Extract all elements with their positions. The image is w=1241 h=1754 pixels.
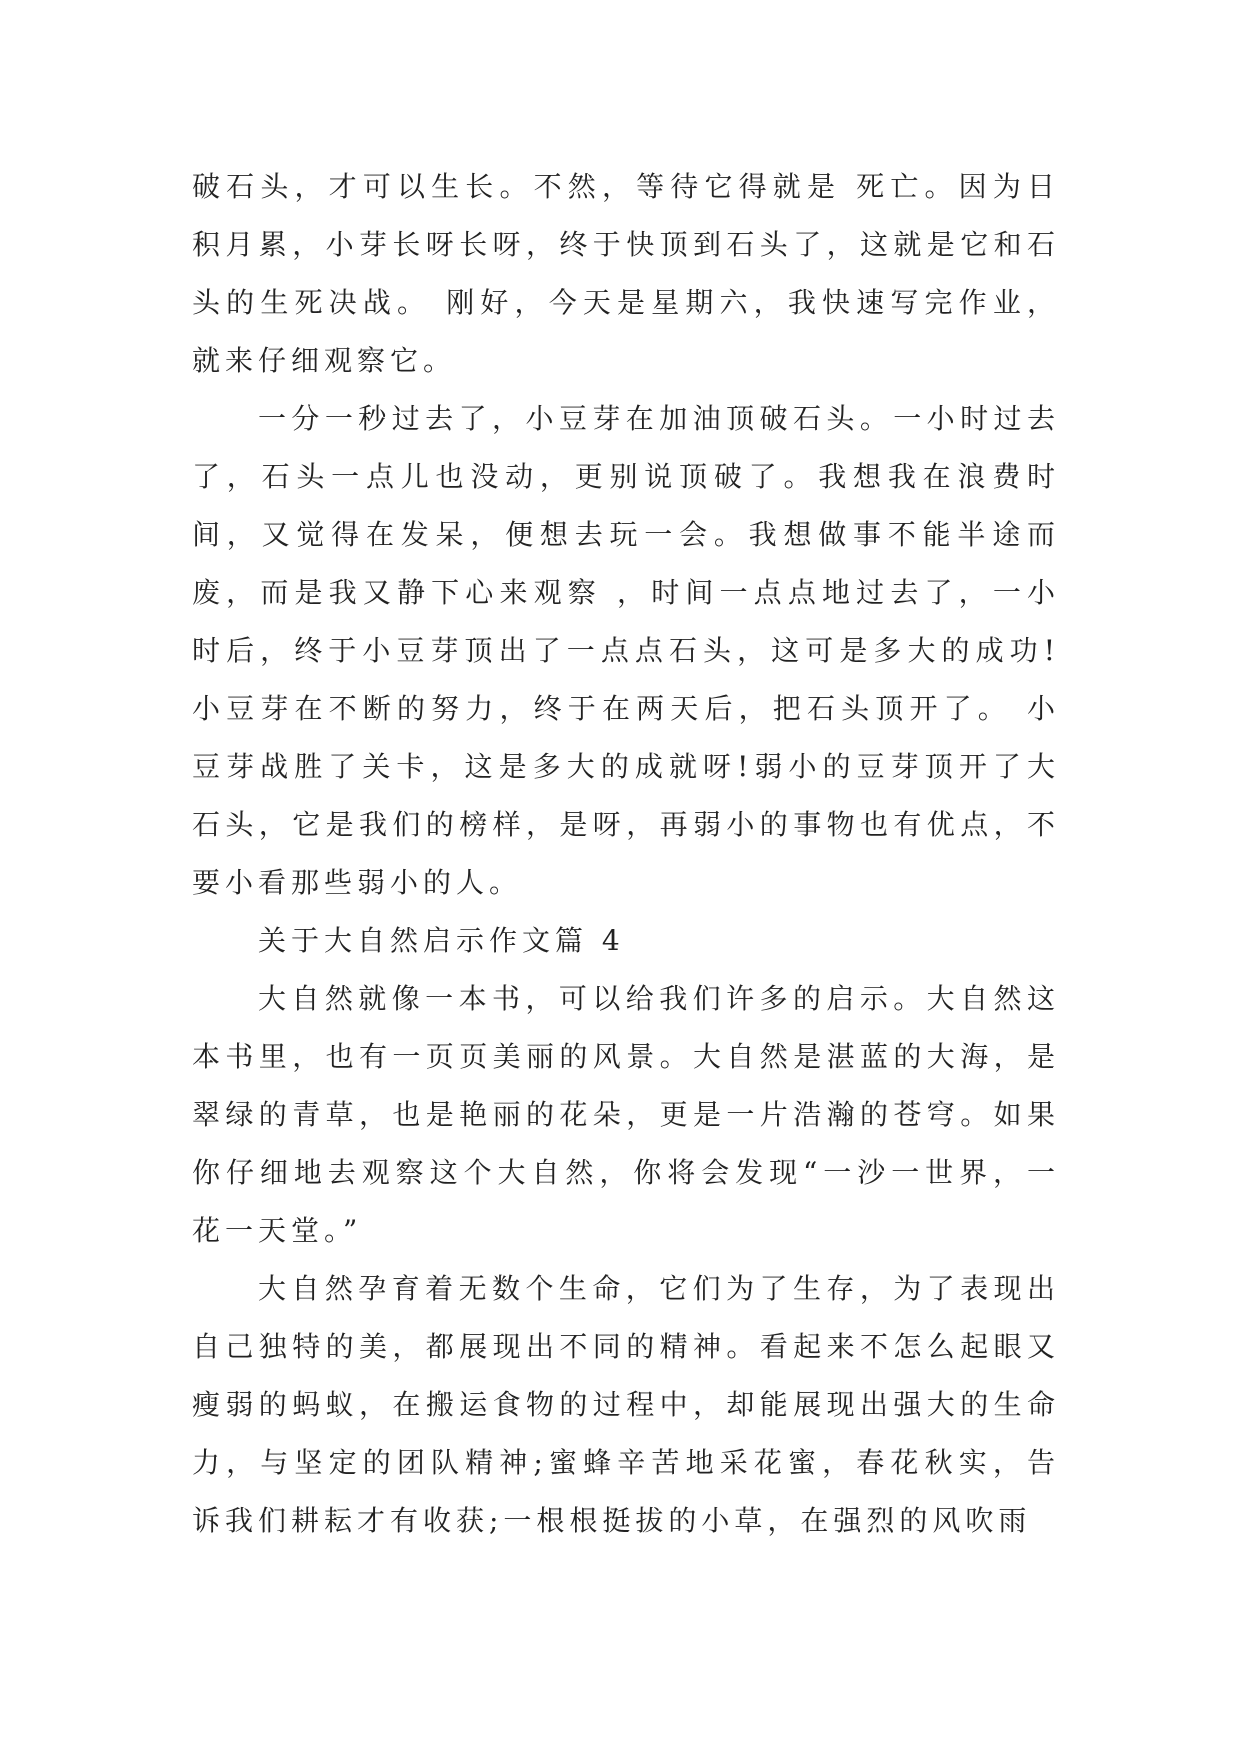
paragraph-continuation: 破石头，才可以生长。不然，等待它得就是 死亡。因为日积月累，小芽长呀长呀，终于快顶到石头了，这就是它和石头的生死决战。 刚好，今天是星期六，我快速写完作业，就来仔细观察它。 bbox=[192, 170, 1060, 377]
section-heading: 关于大自然启示作文篇 4 bbox=[258, 924, 625, 957]
paragraph-nature-life: 大自然孕育着无数个生命，它们为了生存，为了表现出自己独特的美，都展现出不同的精神。看起来不怎么起眼又瘦弱的蚂蚁，在搬运食物的过程中，却能展现出强大的生命力，与坚定的团队精神;蜜蜂辛苦地采花蜜，春花秋实，告诉我们耕耘才有收获;一根根挺拔的小草，在强烈的风吹雨 bbox=[192, 1272, 1060, 1537]
body-text bbox=[192, 158, 1060, 1550]
paragraph-nature-book: 大自然就像一本书，可以给我们许多的启示。大自然这本书里，也有一页页美丽的风景。大自然是湛蓝的大海，是翠绿的青草，也是艳丽的花朵，更是一片浩瀚的苍穹。如果你仔细地去观察这个大自然，你将会发现“一沙一世界，一花一天堂。” bbox=[192, 982, 1060, 1247]
paragraph-bean-sprout: 一分一秒过去了，小豆芽在加油顶破石头。一小时过去了，石头一点儿也没动，更别说顶破了。我想我在浪费时间，又觉得在发呆，便想去玩一会。我想做事不能半途而废，而是我又静下心来观察 ，时间一点点地过去了，一小时后，终于小豆芽顶出了一点点石头，这可是多大的成功!小豆芽在不断的努力，终于在两天后，把石头顶开了。 小豆芽战胜了关卡，这是多大的成就呀!弱小的豆芽顶开了大石头，它是我们的榜样，是呀，再弱小的事物也有优点，不要小看那些弱小的人。 bbox=[192, 402, 1060, 899]
